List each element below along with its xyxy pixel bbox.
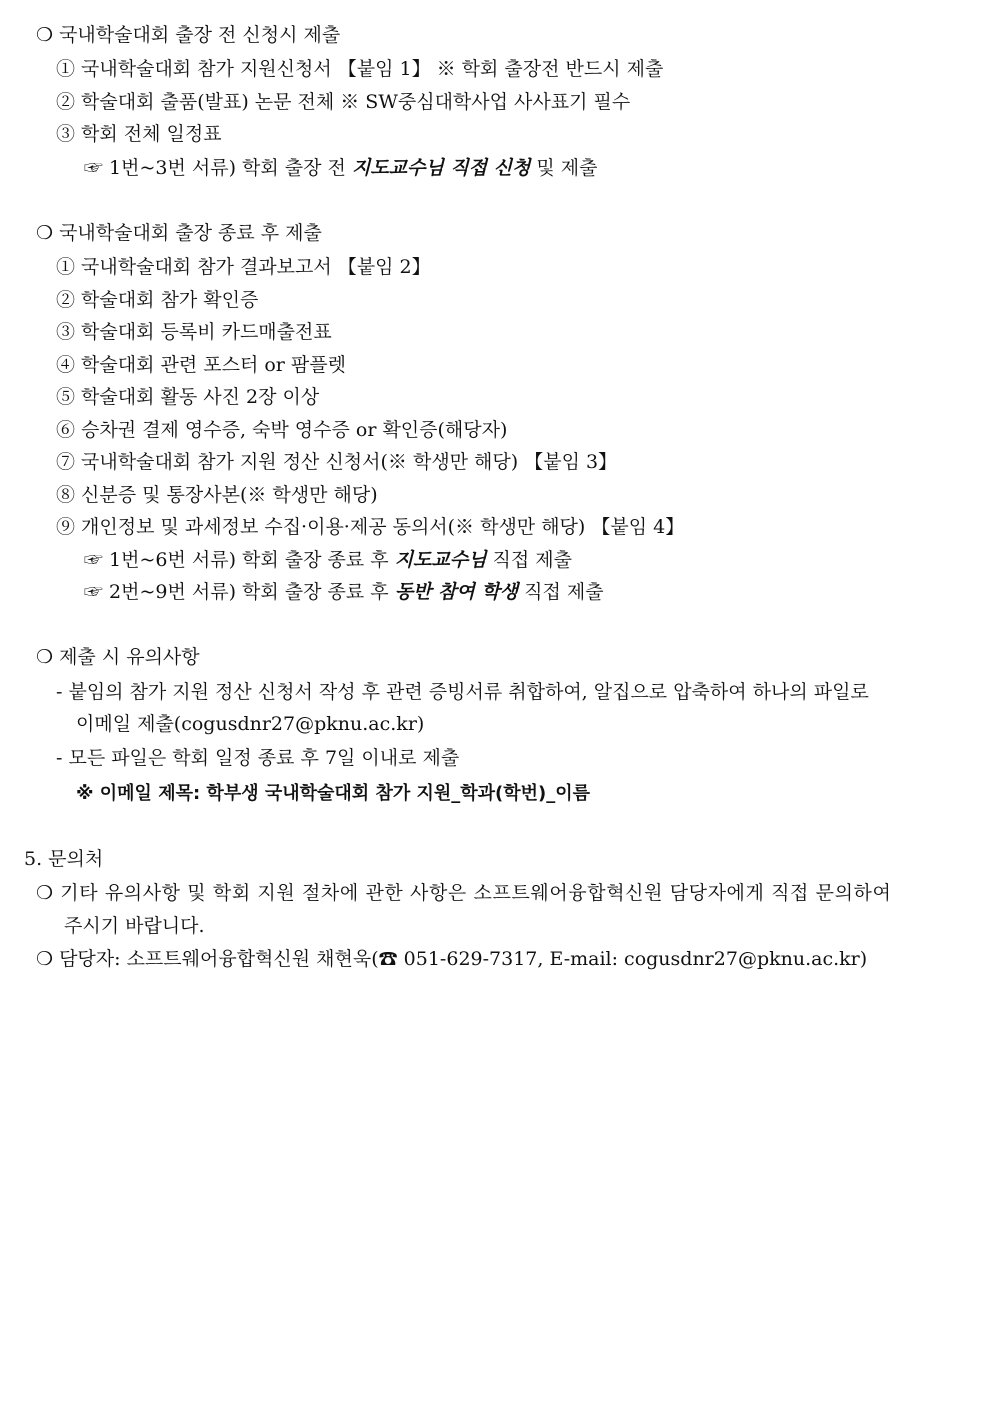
post-trip-item-6: ⑥ 승차권 결제 영수증, 숙박 영수증 or 확인증(해당자) <box>56 419 508 441</box>
notes-bullet-1-line-2: 이메일 제출(cogusdnr27@pknu.ac.kr) <box>76 713 425 735</box>
section-title-pre-trip: ❍ 국내학술대회 출장 전 신청시 제출 <box>36 24 341 46</box>
post-trip-item-9: ⑨ 개인정보 및 과세정보 수집·이용·제공 동의서(※ 학생만 해당) 【붙임 4】 <box>56 516 685 538</box>
contact-heading: 5. 문의처 <box>24 848 104 870</box>
pre-trip-note-tail: 및 제출 <box>530 157 598 179</box>
email-subject-format: ※ 이메일 제목: 학부생 국내학술대회 참가 지원_학과(학번)_이름 <box>76 783 591 804</box>
post-trip-item-3: ③ 학술대회 등록비 카드매출전표 <box>56 321 332 343</box>
post-trip-note-2-tail: 직접 제출 <box>518 581 604 603</box>
contact-person: ❍ 담당자: 소프트웨어융합혁신원 채현욱(☎ 051-629-7317, E-mail: cogusdnr27@pknu.ac.kr) <box>36 948 868 970</box>
post-trip-note-1-text: ☞ 1번~6번 서류) 학회 출장 종료 후 <box>84 549 395 571</box>
post-trip-item-5: ⑤ 학술대회 활동 사진 2장 이상 <box>56 386 320 408</box>
post-trip-item-7: ⑦ 국내학술대회 참가 지원 정산 신청서(※ 학생만 해당) 【붙임 3】 <box>56 451 618 473</box>
post-trip-note-2-text: ☞ 2번~9번 서류) 학회 출장 종료 후 <box>84 581 395 603</box>
pre-trip-note-text: ☞ 1번~3번 서류) 학회 출장 전 <box>84 157 352 179</box>
post-trip-note-2-emphasis: 동반 참여 학생 <box>394 581 519 603</box>
post-trip-item-1: ① 국내학술대회 참가 결과보고서 【붙임 2】 <box>56 256 431 278</box>
post-trip-note-1-tail: 직접 제출 <box>486 549 572 571</box>
post-trip-note-2 <box>84 579 604 605</box>
post-trip-item-8: ⑧ 신분증 및 통장사본(※ 학생만 해당) <box>56 484 378 506</box>
contact-item-1-line-2: 주시기 바랍니다. <box>64 915 205 937</box>
post-trip-note-1-emphasis: 지도교수님 <box>394 549 487 571</box>
post-trip-item-2: ② 학술대회 참가 확인증 <box>56 289 259 311</box>
notes-bullet-2: - 모든 파일은 학회 일정 종료 후 7일 이내로 제출 <box>56 747 460 769</box>
pre-trip-note <box>84 155 598 181</box>
post-trip-note-1 <box>84 547 572 573</box>
pre-trip-item-1: ① 국내학술대회 참가 지원신청서 【붙임 1】 ※ 학회 출장전 반드시 제출 <box>56 58 664 80</box>
pre-trip-item-3: ③ 학회 전체 일정표 <box>56 123 222 145</box>
post-trip-item-4: ④ 학술대회 관련 포스터 or 팜플렛 <box>56 354 346 376</box>
section-title-notes: ❍ 제출 시 유의사항 <box>36 646 200 668</box>
pre-trip-note-emphasis: 지도교수님 직접 신청 <box>351 157 531 179</box>
notes-bullet-1-line-1: - 붙임의 참가 지원 정산 신청서 작성 후 관련 증빙서류 취합하여, 알집으로 압축하여 하나의 파일로 <box>56 681 869 703</box>
pre-trip-item-2: ② 학술대회 출품(발표) 논문 전체 ※ SW중심대학사업 사사표기 필수 <box>56 91 631 113</box>
section-title-post-trip: ❍ 국내학술대회 출장 종료 후 제출 <box>36 222 322 244</box>
contact-item-1-line-1: ❍ 기타 유의사항 및 학회 지원 절차에 관한 사항은 소프트웨어융합혁신원 담당자에게 직접 문의하여 <box>36 882 892 904</box>
